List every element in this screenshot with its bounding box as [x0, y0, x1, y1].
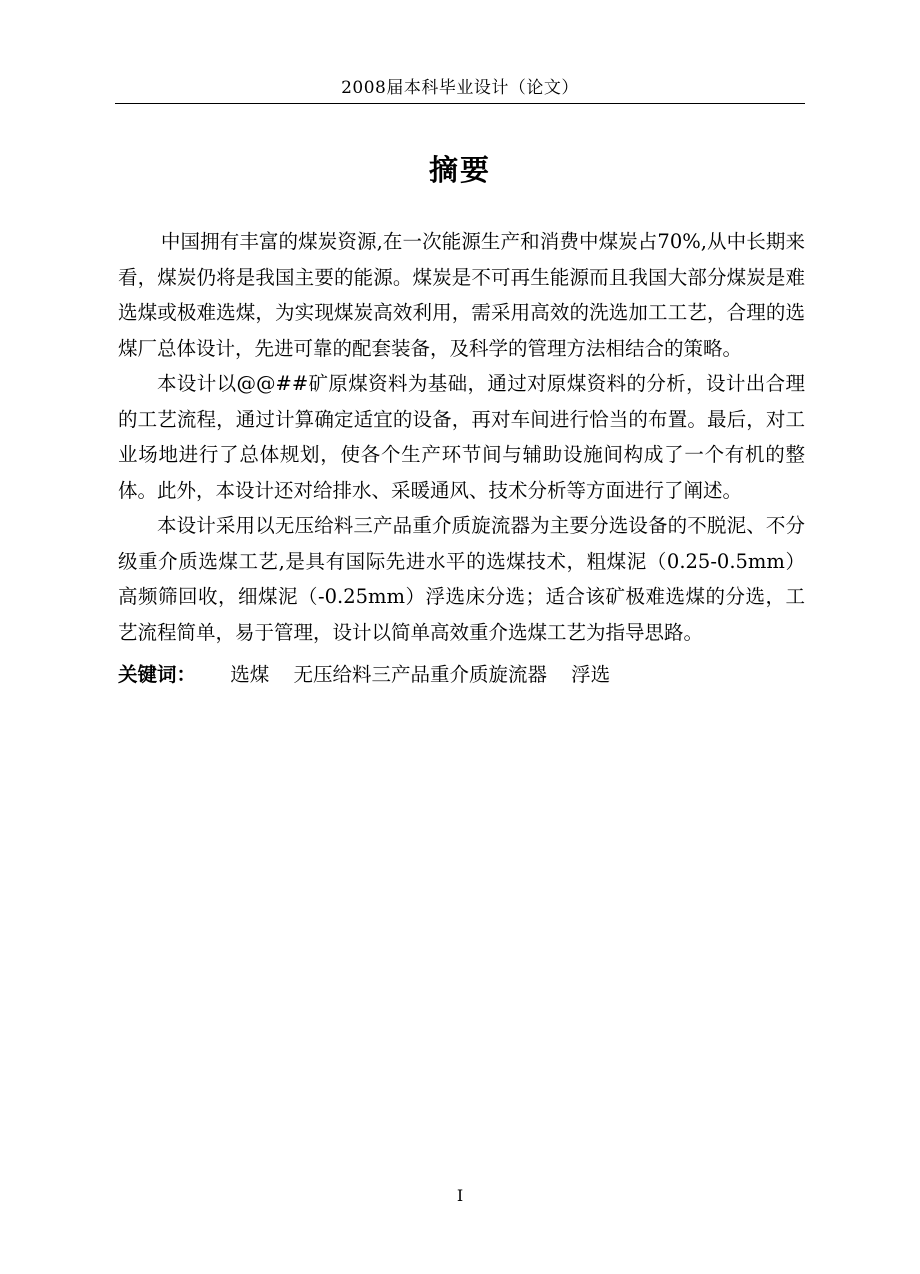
abstract-paragraph-3: 本设计采用以无压给料三产品重介质旋流器为主要分选设备的不脱泥、不分级重介质选煤工艺,是具有国际先进水平的选煤技术，粗煤泥（0.25-0.5mm）高频筛回收，细煤泥（-0.25mm）浮选床分选；适合该矿极难选煤的分选，工艺流程简单，易于管理，设计以简单高效重介选煤工艺为指导思路。: [118, 514, 805, 644]
keyword-item: 无压给料三产品重介质旋流器: [293, 663, 547, 686]
abstract-paragraph-2: 本设计以@@##矿原煤资料为基础，通过对原煤资料的分析，设计出合理的工艺流程，通过计算确定适宜的设备，再对车间进行恰当的布置。最后，对工业场地进行了总体规划，使各个生产环节间与辅助设施间构成了一个有机的整体。此外，本设计还对给排水、采暖通风、技术分析等方面进行了阐述。: [118, 372, 805, 502]
keyword-item: 浮选: [571, 663, 611, 686]
page-number: I: [456, 1186, 464, 1205]
abstract-body: [118, 224, 805, 650]
keyword-item: 选煤: [230, 663, 270, 686]
header-rule: [115, 103, 805, 104]
keywords-line: [118, 660, 805, 690]
keywords-label: 关键词：: [118, 663, 197, 686]
page-title: 摘要: [428, 153, 491, 187]
running-header: 2008届本科毕业设计（论文）: [341, 78, 579, 98]
abstract-paragraph-1: 中国拥有丰富的煤炭资源,在一次能源生产和消费中煤炭占70%,从中长期来看，煤炭仍将是我国主要的能源。煤炭是不可再生能源而且我国大部分煤炭是难选煤或极难选煤，为实现煤炭高效利用，需采用高效的洗选加工工艺，合理的选煤厂总体设计，先进可靠的配套装备，及科学的管理方法相结合的策略。: [118, 230, 805, 360]
